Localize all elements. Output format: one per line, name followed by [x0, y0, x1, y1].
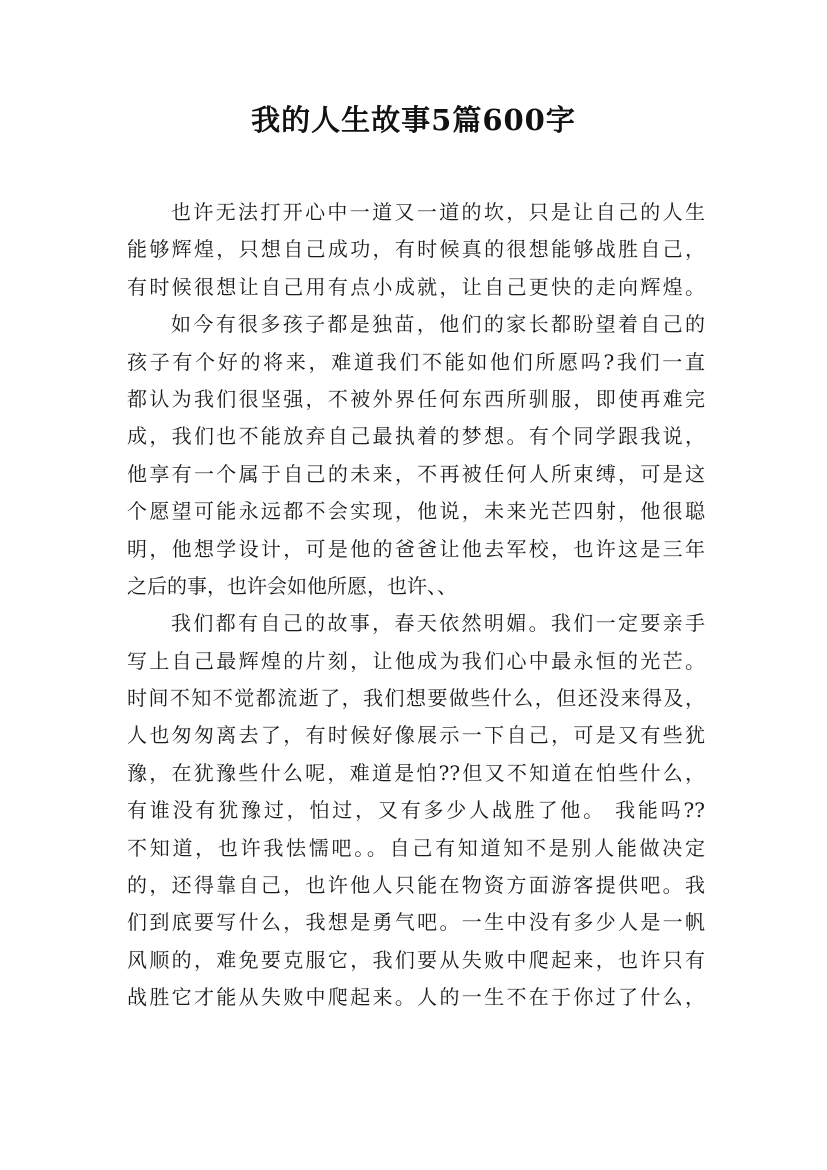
text-line: 风顺的，难免要克服它，我们要从失败中爬起来，也许只有 [127, 947, 705, 972]
text-line: 能够辉煌，只想自己成功，有时候真的很想能够战胜自己， [127, 237, 705, 262]
text-line: 战胜它才能从失败中爬起来。人的一生不在于你过了什么， [127, 985, 705, 1010]
document-body [127, 194, 705, 1017]
text-line: 成，我们也不能放弃自己最执着的梦想。有个同学跟我说， [127, 424, 705, 449]
text-line: 时间不知不觉都流逝了，我们想要做些什么，但还没来得及， [127, 686, 705, 711]
text-line: 们到底要写什么，我想是勇气吧。一生中没有多少人是一帆 [127, 910, 705, 935]
text-line: 不知道，也许我怯懦吧。。自己有知道知不是别人能做决定 [127, 835, 705, 860]
text-line: 写上自己最辉煌的片刻，让他成为我们心中最永恒的光芒。 [127, 648, 705, 673]
text-line: 孩子有个好的将来，难道我们不能如他们所愿吗?我们一直 [127, 349, 705, 374]
text-line: 也许无法打开心中一道又一道的坎，只是让自己的人生 [171, 200, 705, 224]
text-line: 我们都有自己的故事，春天依然明媚。我们一定要亲手 [171, 611, 705, 636]
text-line: 的，还得靠自己，也许他人只能在物资方面游客提供吧。我 [127, 873, 705, 898]
text-line: 如今有很多孩子都是独苗，他们的家长都盼望着自己的 [171, 312, 705, 337]
text-line: 人也匆匆离去了，有时候好像展示一下自己，可是又有些犹 [127, 723, 705, 748]
text-line: 有谁没有犹豫过，怕过，又有多少人战胜了他。 我能吗?? [127, 798, 705, 823]
text-line: 之后的事，也许会如他所愿，也许、、 [127, 573, 457, 598]
text-line: 他享有一个属于自己的未来，不再被任何人所束缚，可是这 [127, 461, 705, 486]
text-line: 个愿望可能永远都不会实现，他说，未来光芒四射，他很聪 [127, 499, 705, 524]
text-line: 明，他想学设计，可是他的爸爸让他去军校，也许这是三年 [127, 536, 705, 561]
text-line: 有时候很想让自己用有点小成就，让自己更快的走向辉煌。 [127, 274, 705, 299]
text-line: 都认为我们很坚强，不被外界任何东西所驯服，即使再难完 [127, 386, 705, 411]
text-line: 豫，在犹豫些什么呢，难道是怕??但又不知道在怕些什么， [127, 760, 705, 785]
document-title: 我的人生故事5篇600字 [251, 103, 576, 137]
